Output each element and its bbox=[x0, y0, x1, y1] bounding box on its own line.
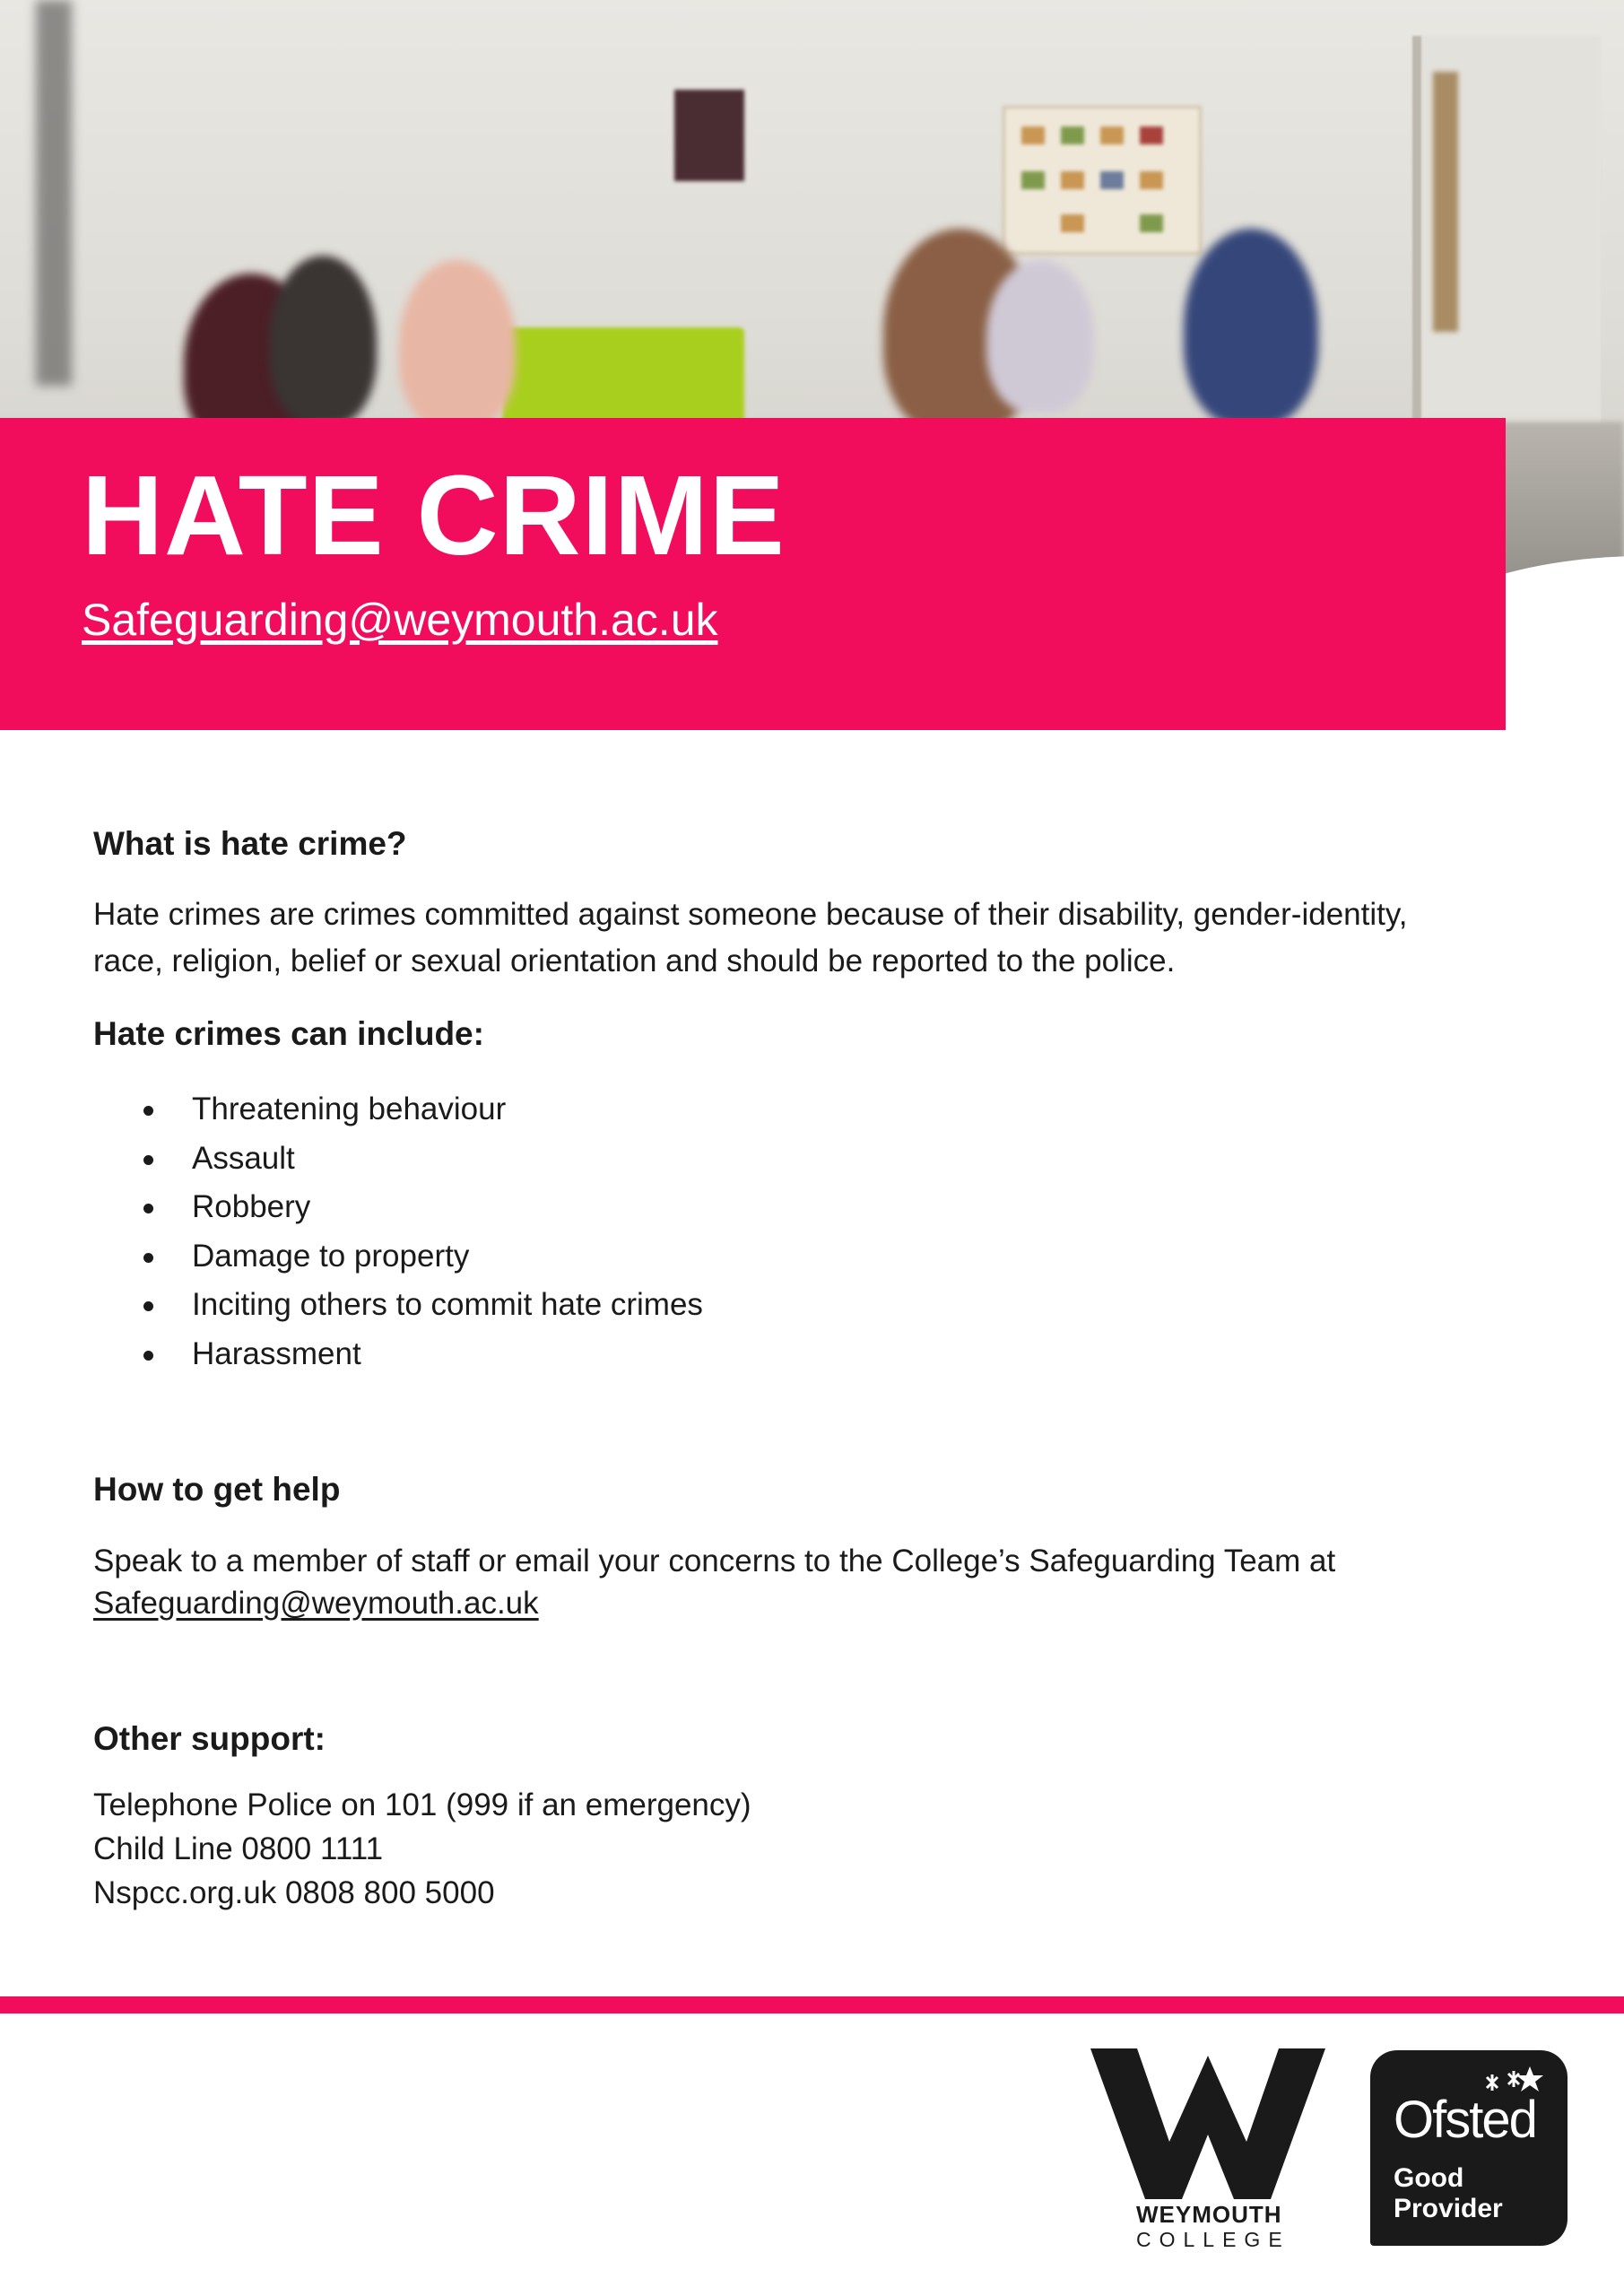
ofsted-line-provider: Provider bbox=[1394, 2194, 1503, 2223]
page-title: HATE CRIME bbox=[82, 452, 786, 578]
support-childline: Child Line 0800 1111 bbox=[93, 1831, 384, 1866]
list-item: Damage to property bbox=[93, 1232, 703, 1282]
college-sub: COLLEGE bbox=[1136, 2228, 1290, 2251]
help-body bbox=[93, 1538, 1474, 1627]
list-item: Assault bbox=[93, 1135, 703, 1184]
bullet-icon bbox=[143, 1253, 153, 1263]
w-mark-icon bbox=[1087, 2048, 1329, 2201]
list-item: Harassment bbox=[93, 1330, 703, 1379]
hero-door-panel bbox=[1433, 72, 1458, 332]
bullet-icon bbox=[143, 1155, 153, 1165]
support-contacts bbox=[93, 1783, 751, 1915]
support-nspcc: Nspcc.org.uk 0808 800 5000 bbox=[93, 1875, 495, 1910]
hero-person bbox=[399, 260, 516, 430]
hero-person bbox=[1184, 229, 1318, 426]
help-text: Speak to a member of staff or email your concerns to the College’s Safeguarding Team at bbox=[93, 1544, 1336, 1578]
include-heading: Hate crimes can include: bbox=[93, 1015, 484, 1052]
bullet-icon bbox=[143, 1301, 153, 1311]
list-item: Inciting others to commit hate crimes bbox=[93, 1281, 703, 1330]
bullet-icon bbox=[143, 1204, 153, 1213]
list-item: Robbery bbox=[93, 1183, 703, 1232]
hero-sofa bbox=[502, 327, 744, 426]
ofsted-logo-icon bbox=[1370, 2050, 1568, 2246]
hate-crime-list bbox=[93, 1085, 703, 1378]
bullet-icon bbox=[143, 1106, 153, 1116]
hero-wall-detail bbox=[36, 0, 72, 386]
other-heading: Other support: bbox=[93, 1720, 326, 1757]
hero-poster bbox=[674, 90, 744, 181]
what-body: Hate crimes are crimes committed against someone because of their disability, gender-identity, race, religion, belief or sexual orientation and should be reported to the police. bbox=[93, 897, 1408, 978]
weymouth-w-logo-icon bbox=[1087, 2048, 1329, 2264]
banner-email-link[interactable]: Safeguarding@weymouth.ac.uk bbox=[82, 595, 718, 645]
bullet-icon bbox=[143, 1351, 153, 1361]
hero-person bbox=[986, 260, 1094, 413]
list-item: Threatening behaviour bbox=[93, 1085, 703, 1135]
footer-rule bbox=[0, 1996, 1624, 2013]
help-heading: How to get help bbox=[93, 1471, 341, 1508]
hero-person bbox=[269, 256, 377, 426]
what-heading: What is hate crime? bbox=[93, 825, 407, 862]
help-email-link[interactable]: Safeguarding@weymouth.ac.uk bbox=[93, 1586, 539, 1621]
ofsted-brand: Ofsted bbox=[1394, 2091, 1536, 2149]
support-police: Telephone Police on 101 (999 if an emergency) bbox=[93, 1787, 751, 1822]
ofsted-line-good: Good bbox=[1394, 2163, 1464, 2193]
title-banner bbox=[0, 418, 1506, 730]
hero-noticeboard bbox=[1003, 106, 1202, 255]
college-name: WEYMOUTH bbox=[1136, 2201, 1282, 2228]
